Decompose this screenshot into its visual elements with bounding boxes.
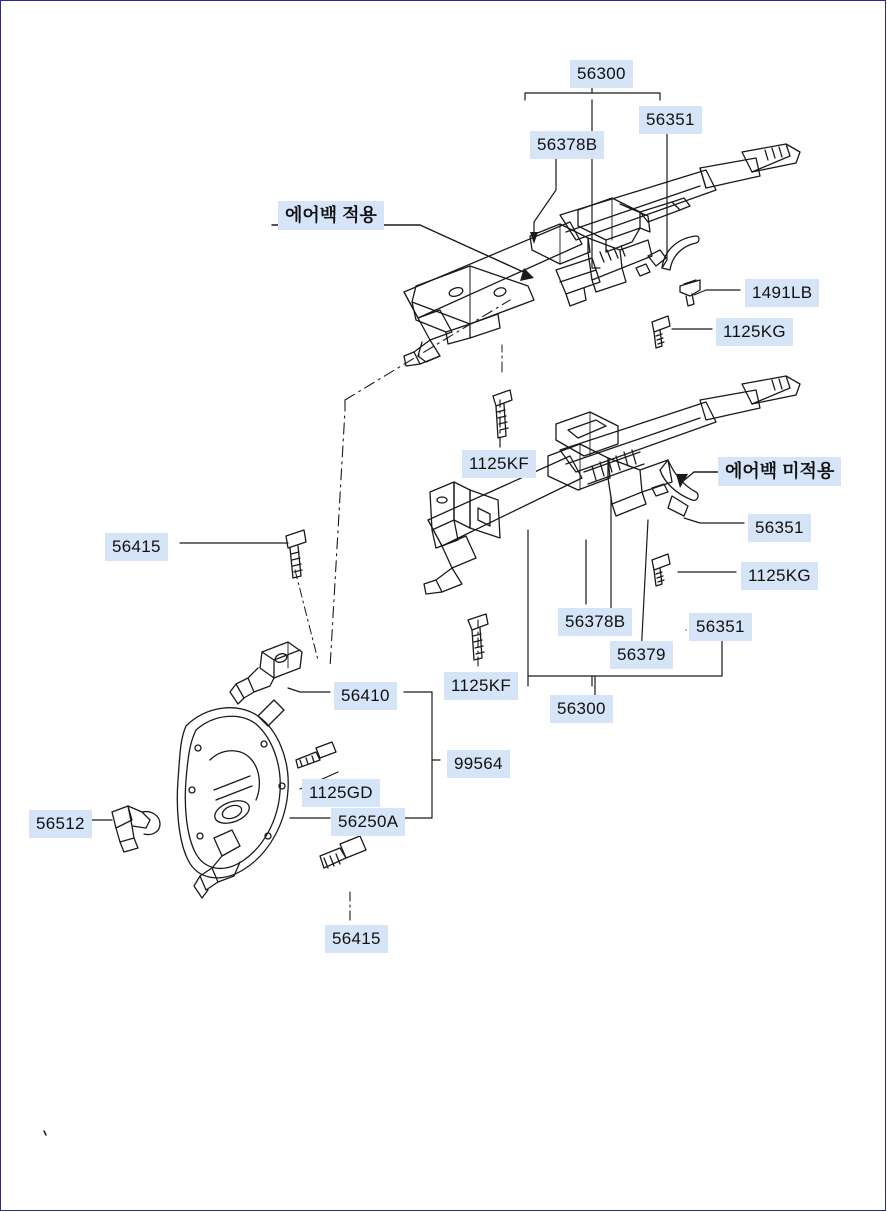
- part-label-56250a[interactable]: 56250A: [331, 808, 405, 836]
- part-label-56351-top[interactable]: 56351: [639, 106, 702, 134]
- part-label-56415-left[interactable]: 56415: [105, 533, 168, 561]
- part-label-56410[interactable]: 56410: [334, 682, 397, 710]
- part-label-56379[interactable]: 56379: [610, 641, 673, 669]
- part-label-1125gd[interactable]: 1125GD: [302, 779, 380, 807]
- part-label-1125kg-top[interactable]: 1125KG: [716, 318, 793, 346]
- part-label-1125kg-mid[interactable]: 1125KG: [741, 562, 818, 590]
- part-label-56300-top[interactable]: 56300: [570, 60, 633, 88]
- part-label-1491lb[interactable]: 1491LB: [745, 279, 819, 307]
- part-label-56351-bottom[interactable]: 56351: [689, 613, 752, 641]
- part-label-56512[interactable]: 56512: [29, 810, 92, 838]
- part-label-56378b-bottom[interactable]: 56378B: [558, 608, 632, 636]
- part-label-1125kf-bottom[interactable]: 1125KF: [444, 672, 518, 700]
- note-airbag-applied: 에어백 적용: [278, 201, 384, 230]
- part-label-56351-mid[interactable]: 56351: [748, 514, 811, 542]
- part-label-1125kf-top[interactable]: 1125KF: [462, 450, 536, 478]
- part-label-56378b-top[interactable]: 56378B: [530, 131, 604, 159]
- part-label-56300-bottom[interactable]: 56300: [550, 695, 613, 723]
- part-label-56415-bottom[interactable]: 56415: [325, 925, 388, 953]
- part-label-99564[interactable]: 99564: [447, 750, 510, 778]
- note-airbag-not-applied: 에어백 미적용: [718, 457, 841, 486]
